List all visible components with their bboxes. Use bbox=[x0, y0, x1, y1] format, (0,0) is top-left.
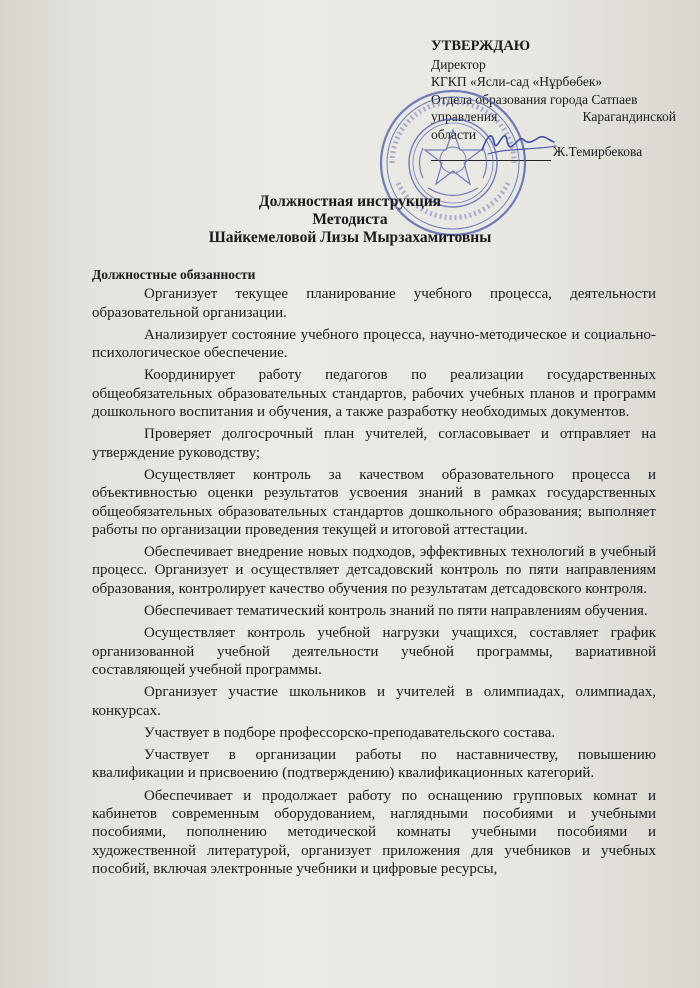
signature-icon bbox=[478, 128, 558, 158]
duty-paragraph: Участвует в организации работы по наставничеству, повышению квалификации и присвоению (подтверждению) квалификационных категорий. bbox=[92, 747, 656, 782]
duty-paragraph: Осуществляет контроль учебной нагрузки учащихся, составляет график организованной учебной деятельности учебной программы, вариативной составляющей учебной программы. bbox=[92, 625, 656, 678]
document-title bbox=[0, 193, 700, 247]
duty-paragraph: Обеспечивает внедрение новых подходов, эффективных технологий в учебный процесс. Организует и осуществляет детсадовский контроль по пяти направлениям образования, контролирует качество обучения по результатам детсадовского контроля. bbox=[92, 544, 656, 597]
duty-paragraph: Анализирует состояние учебного процесса, научно-методическое и социально-психологическое обеспечение. bbox=[92, 326, 656, 362]
title-line-3: Шайкемеловой Лизы Мырзахамитовны bbox=[208, 229, 492, 246]
section-title: Должностные обязанности bbox=[92, 267, 256, 282]
approval-heading: УТВЕРЖДАЮ bbox=[431, 38, 531, 54]
duty-paragraph: Проверяет долгосрочный план учителей, согласовывает и отправляет на утверждение руководству; bbox=[92, 426, 656, 461]
approval-oblast: области bbox=[431, 126, 477, 142]
duty-paragraph: Организует текущее планирование учебного процесса, деятельности образовательной организации. bbox=[92, 286, 656, 321]
title-line-1: Должностная инструкция bbox=[258, 193, 442, 210]
approval-department: Отдела образования города Сатпаев bbox=[431, 91, 638, 107]
duty-paragraph: Участвует в подборе профессорско-преподавательского состава. bbox=[144, 724, 556, 741]
approval-position: Директор bbox=[431, 56, 486, 72]
duty-paragraph: Обеспечивает и продолжает работу по оснащению групповых комнат и кабинетов современным оборудованием, наглядными пособиями и учебными пособиями, пополнению методической комнаты учебными пособиями и художественной литературой, организует приложения для учебников и учебных пособий, включая электронные учебники и цифровые ресурсы, bbox=[92, 787, 656, 877]
duty-paragraph: Организует участие школьников и учителей в олимпиадах, олимпиадах, конкурсах. bbox=[92, 684, 656, 719]
duty-paragraph: Обеспечивает тематический контроль знаний по пяти направлениям обучения. bbox=[144, 603, 648, 620]
duty-paragraph: Координирует работу педагогов по реализации государственных общеобязательных образовательных стандартов, рабочих учебных планов и программ дошкольного воспитания и обучения, а также разработку необходимых документов. bbox=[92, 367, 656, 421]
signer-name: Ж.Темирбекова bbox=[553, 144, 643, 159]
approval-region-right: Карагандинской bbox=[582, 109, 676, 124]
approval-organization: КГКП «Ясли-сад «Нұрбөбек» bbox=[431, 74, 603, 89]
title-line-2: Методиста bbox=[312, 211, 388, 228]
approval-region-left: управления bbox=[431, 109, 498, 124]
document-body bbox=[92, 266, 656, 882]
duty-paragraph: Осуществляет контроль за качеством образовательного процесса и объективностью оценки результатов усвоения знаний в рамках государственных общеобязательных образовательных стандартов дошкольного образования; выполняет работы по организации проведения текущей и итоговой аттестации. bbox=[92, 466, 656, 538]
